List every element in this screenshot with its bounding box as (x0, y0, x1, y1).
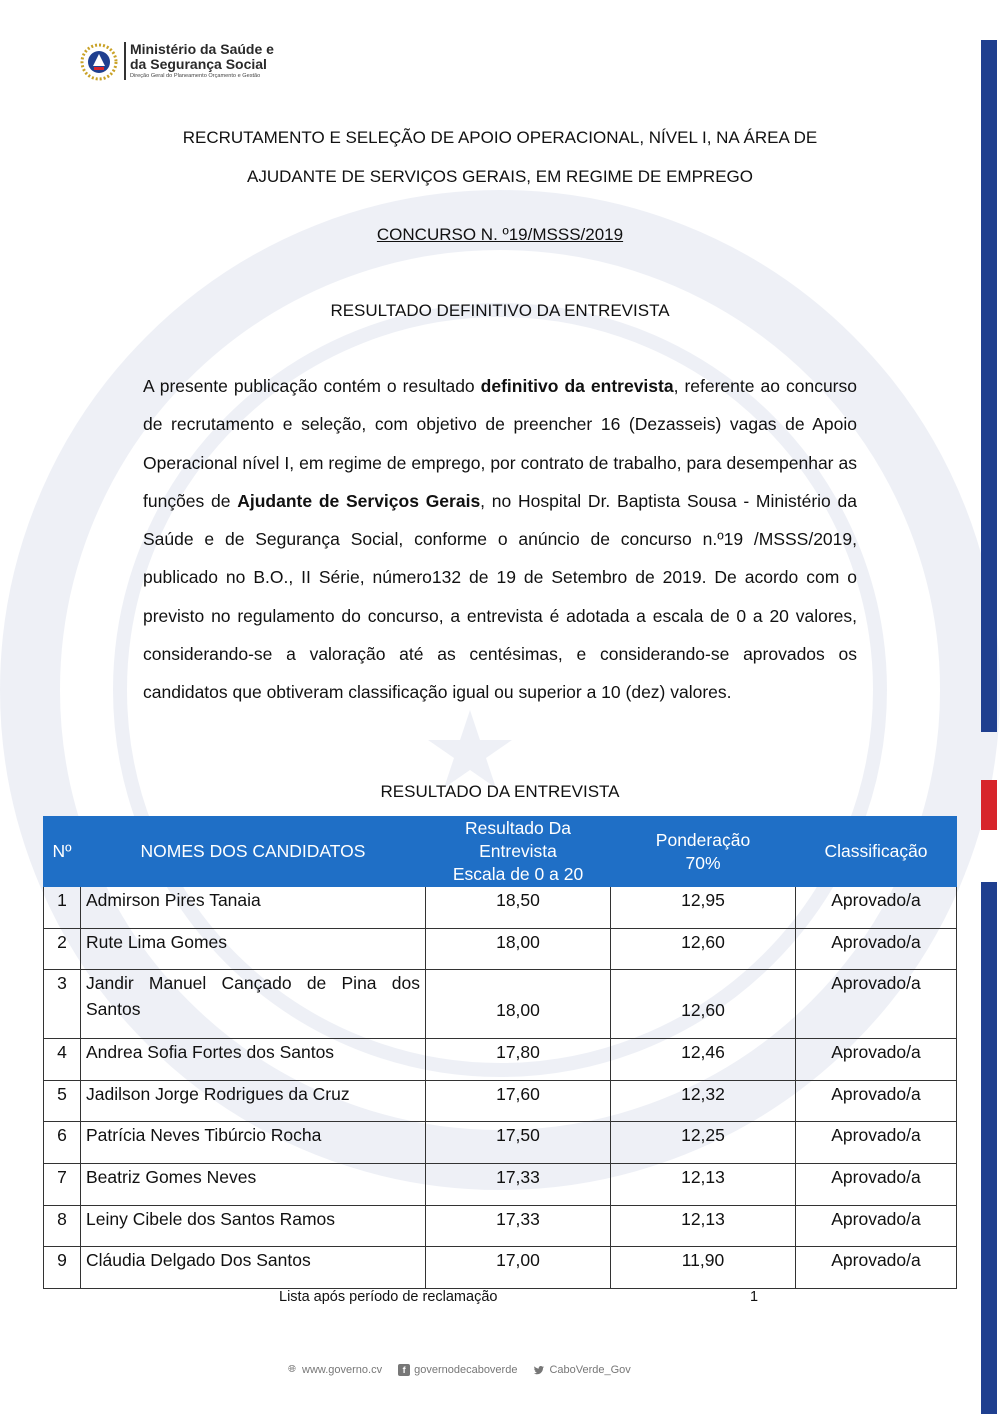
row-result: 17,00 (426, 1247, 611, 1289)
row-result: 18,00 (426, 928, 611, 970)
row-class: Aprovado/a (796, 1039, 957, 1081)
row-pond: 12,32 (611, 1080, 796, 1122)
row-result: 17,33 (426, 1163, 611, 1205)
twitter-icon (533, 1364, 545, 1376)
logo-line3: Direção Geral do Planeamento Orçamento e Gestão (130, 73, 261, 79)
row-name: Cláudia Delgado Dos Santos (81, 1247, 426, 1289)
website-link[interactable]: www.governo.cv (302, 1364, 383, 1376)
table-row (44, 1080, 957, 1122)
row-class: Aprovado/a (796, 1163, 957, 1205)
header-class: Classificação (796, 817, 957, 887)
header-result-line2: Escala de 0 a 20 (452, 864, 584, 884)
title-line2: AJUDANTE DE SERVIÇOS GERAIS, EM REGIME DE EMPREGO (247, 167, 753, 186)
row-name: Jadilson Jorge Rodrigues da Cruz (81, 1080, 426, 1122)
row-class: Aprovado/a (796, 1122, 957, 1164)
logo-text (124, 42, 274, 80)
header-result-line1: Resultado Da Entrevista (464, 818, 572, 861)
row-class: Aprovado/a (796, 1247, 957, 1289)
body-text-1: A presente publicação contém o resultado (143, 376, 481, 396)
row-class: Aprovado/a (796, 928, 957, 970)
side-bar-blue-bottom (981, 882, 997, 1414)
concurso-number: CONCURSO N. º19/MSSS/2019 (376, 225, 624, 244)
row-name: Leiny Cibele dos Santos Ramos (81, 1205, 426, 1247)
page-number: 1 (750, 1289, 759, 1305)
table-row (44, 1163, 957, 1205)
facebook-link[interactable]: governodecaboverde (414, 1364, 518, 1376)
body-bold-2: Ajudante de Serviços Gerais (237, 490, 481, 511)
row-pond: 12,46 (611, 1039, 796, 1081)
results-title: RESULTADO DA ENTREVISTA (380, 782, 620, 801)
title-line1: RECRUTAMENTO E SELEÇÃO DE APOIO OPERACIONAL, NÍVEL I, NA ÁREA DE (182, 128, 818, 147)
results-table (43, 816, 957, 1289)
row-pond: 11,90 (611, 1247, 796, 1289)
header-number: Nº (44, 817, 81, 887)
row-name: Patrícia Neves Tibúrcio Rocha (81, 1122, 426, 1164)
table-row (44, 887, 957, 929)
body-text-2: , referente ao concurso de recrutamento e seleção, com objetivo de preencher 16 (Dezasseis) vagas de Apoio Operacional nível I, em regime de emprego, por contrato de trabalho, para desempenhar as funções de (143, 376, 857, 511)
coat-of-arms-icon (80, 42, 118, 82)
row-pond: 12,95 (611, 887, 796, 929)
row-pond: 12,13 (611, 1205, 796, 1247)
row-number: 5 (44, 1080, 81, 1122)
header-pond-line1: Ponderação (655, 829, 751, 850)
row-number: 2 (44, 928, 81, 970)
row-number: 8 (44, 1205, 81, 1247)
row-result: 18,00 (426, 970, 611, 1039)
body-text-3: , no Hospital Dr. Baptista Sousa - Ministério da Saúde e de Segurança Social, conforme o anúncio de concurso n.º19 /MSSS/2019, publicado no B.O., II Série, número132 de 19 de Setembro de 2019. De acordo com o previsto no regulamento do concurso, a entrevista é adotada a escala de 0 a 20 valores, considerando-se a valoração até as centésimas, e considerando-se aprovados os candidatos que obtiveram classificação igual ou superior a 10 (dez) valores. (143, 490, 857, 703)
table-row (44, 928, 957, 970)
row-number: 7 (44, 1163, 81, 1205)
table-row (44, 1122, 957, 1164)
row-pond: 12,25 (611, 1122, 796, 1164)
row-result: 17,50 (426, 1122, 611, 1164)
row-name: Andrea Sofia Fortes dos Santos (81, 1039, 426, 1081)
row-class: Aprovado/a (796, 1205, 957, 1247)
table-header-row (44, 817, 957, 887)
globe-icon: 🌐︎ (288, 1364, 296, 1375)
row-number: 6 (44, 1122, 81, 1164)
row-number: 9 (44, 1247, 81, 1289)
footer-note-text: Lista após período de reclamação (279, 1289, 498, 1305)
body-bold-1: definitivo da entrevista (480, 376, 674, 396)
logo-line2: da Segurança Social (130, 56, 267, 72)
header-name: NOMES DOS CANDIDATOS (81, 817, 426, 887)
header-pond-line2: 70% (685, 852, 721, 873)
logo-line1: Ministério da Saúde e (130, 41, 274, 57)
row-pond: 12,60 (611, 970, 796, 1039)
row-name: Beatriz Gomes Neves (81, 1163, 426, 1205)
facebook-icon: f (398, 1364, 410, 1376)
row-number: 1 (44, 887, 81, 929)
row-number: 4 (44, 1039, 81, 1081)
row-pond: 12,13 (611, 1163, 796, 1205)
row-name: Jandir Manuel Cançado de Pina dos Santos (81, 970, 426, 1039)
ministry-logo (80, 42, 280, 84)
row-class: Aprovado/a (796, 887, 957, 929)
row-result: 17,33 (426, 1205, 611, 1247)
table-row (44, 970, 957, 1039)
footer-links (286, 1364, 631, 1376)
table-row (44, 1247, 957, 1289)
subtitle: RESULTADO DEFINITIVO DA ENTREVISTA (330, 301, 670, 320)
row-name: Admirson Pires Tanaia (81, 887, 426, 929)
row-result: 17,80 (426, 1039, 611, 1081)
table-row (44, 1039, 957, 1081)
row-pond: 12,60 (611, 928, 796, 970)
row-result: 17,60 (426, 1080, 611, 1122)
twitter-link[interactable]: CaboVerde_Gov (549, 1364, 631, 1376)
row-name: Rute Lima Gomes (81, 928, 426, 970)
row-class: Aprovado/a (796, 1080, 957, 1122)
row-class: Aprovado/a (796, 970, 957, 1039)
row-number: 3 (44, 970, 81, 1039)
body-paragraph (143, 367, 857, 712)
header-pond (611, 817, 796, 887)
table-row (44, 1205, 957, 1247)
header-result (426, 817, 611, 887)
row-result: 18,50 (426, 887, 611, 929)
